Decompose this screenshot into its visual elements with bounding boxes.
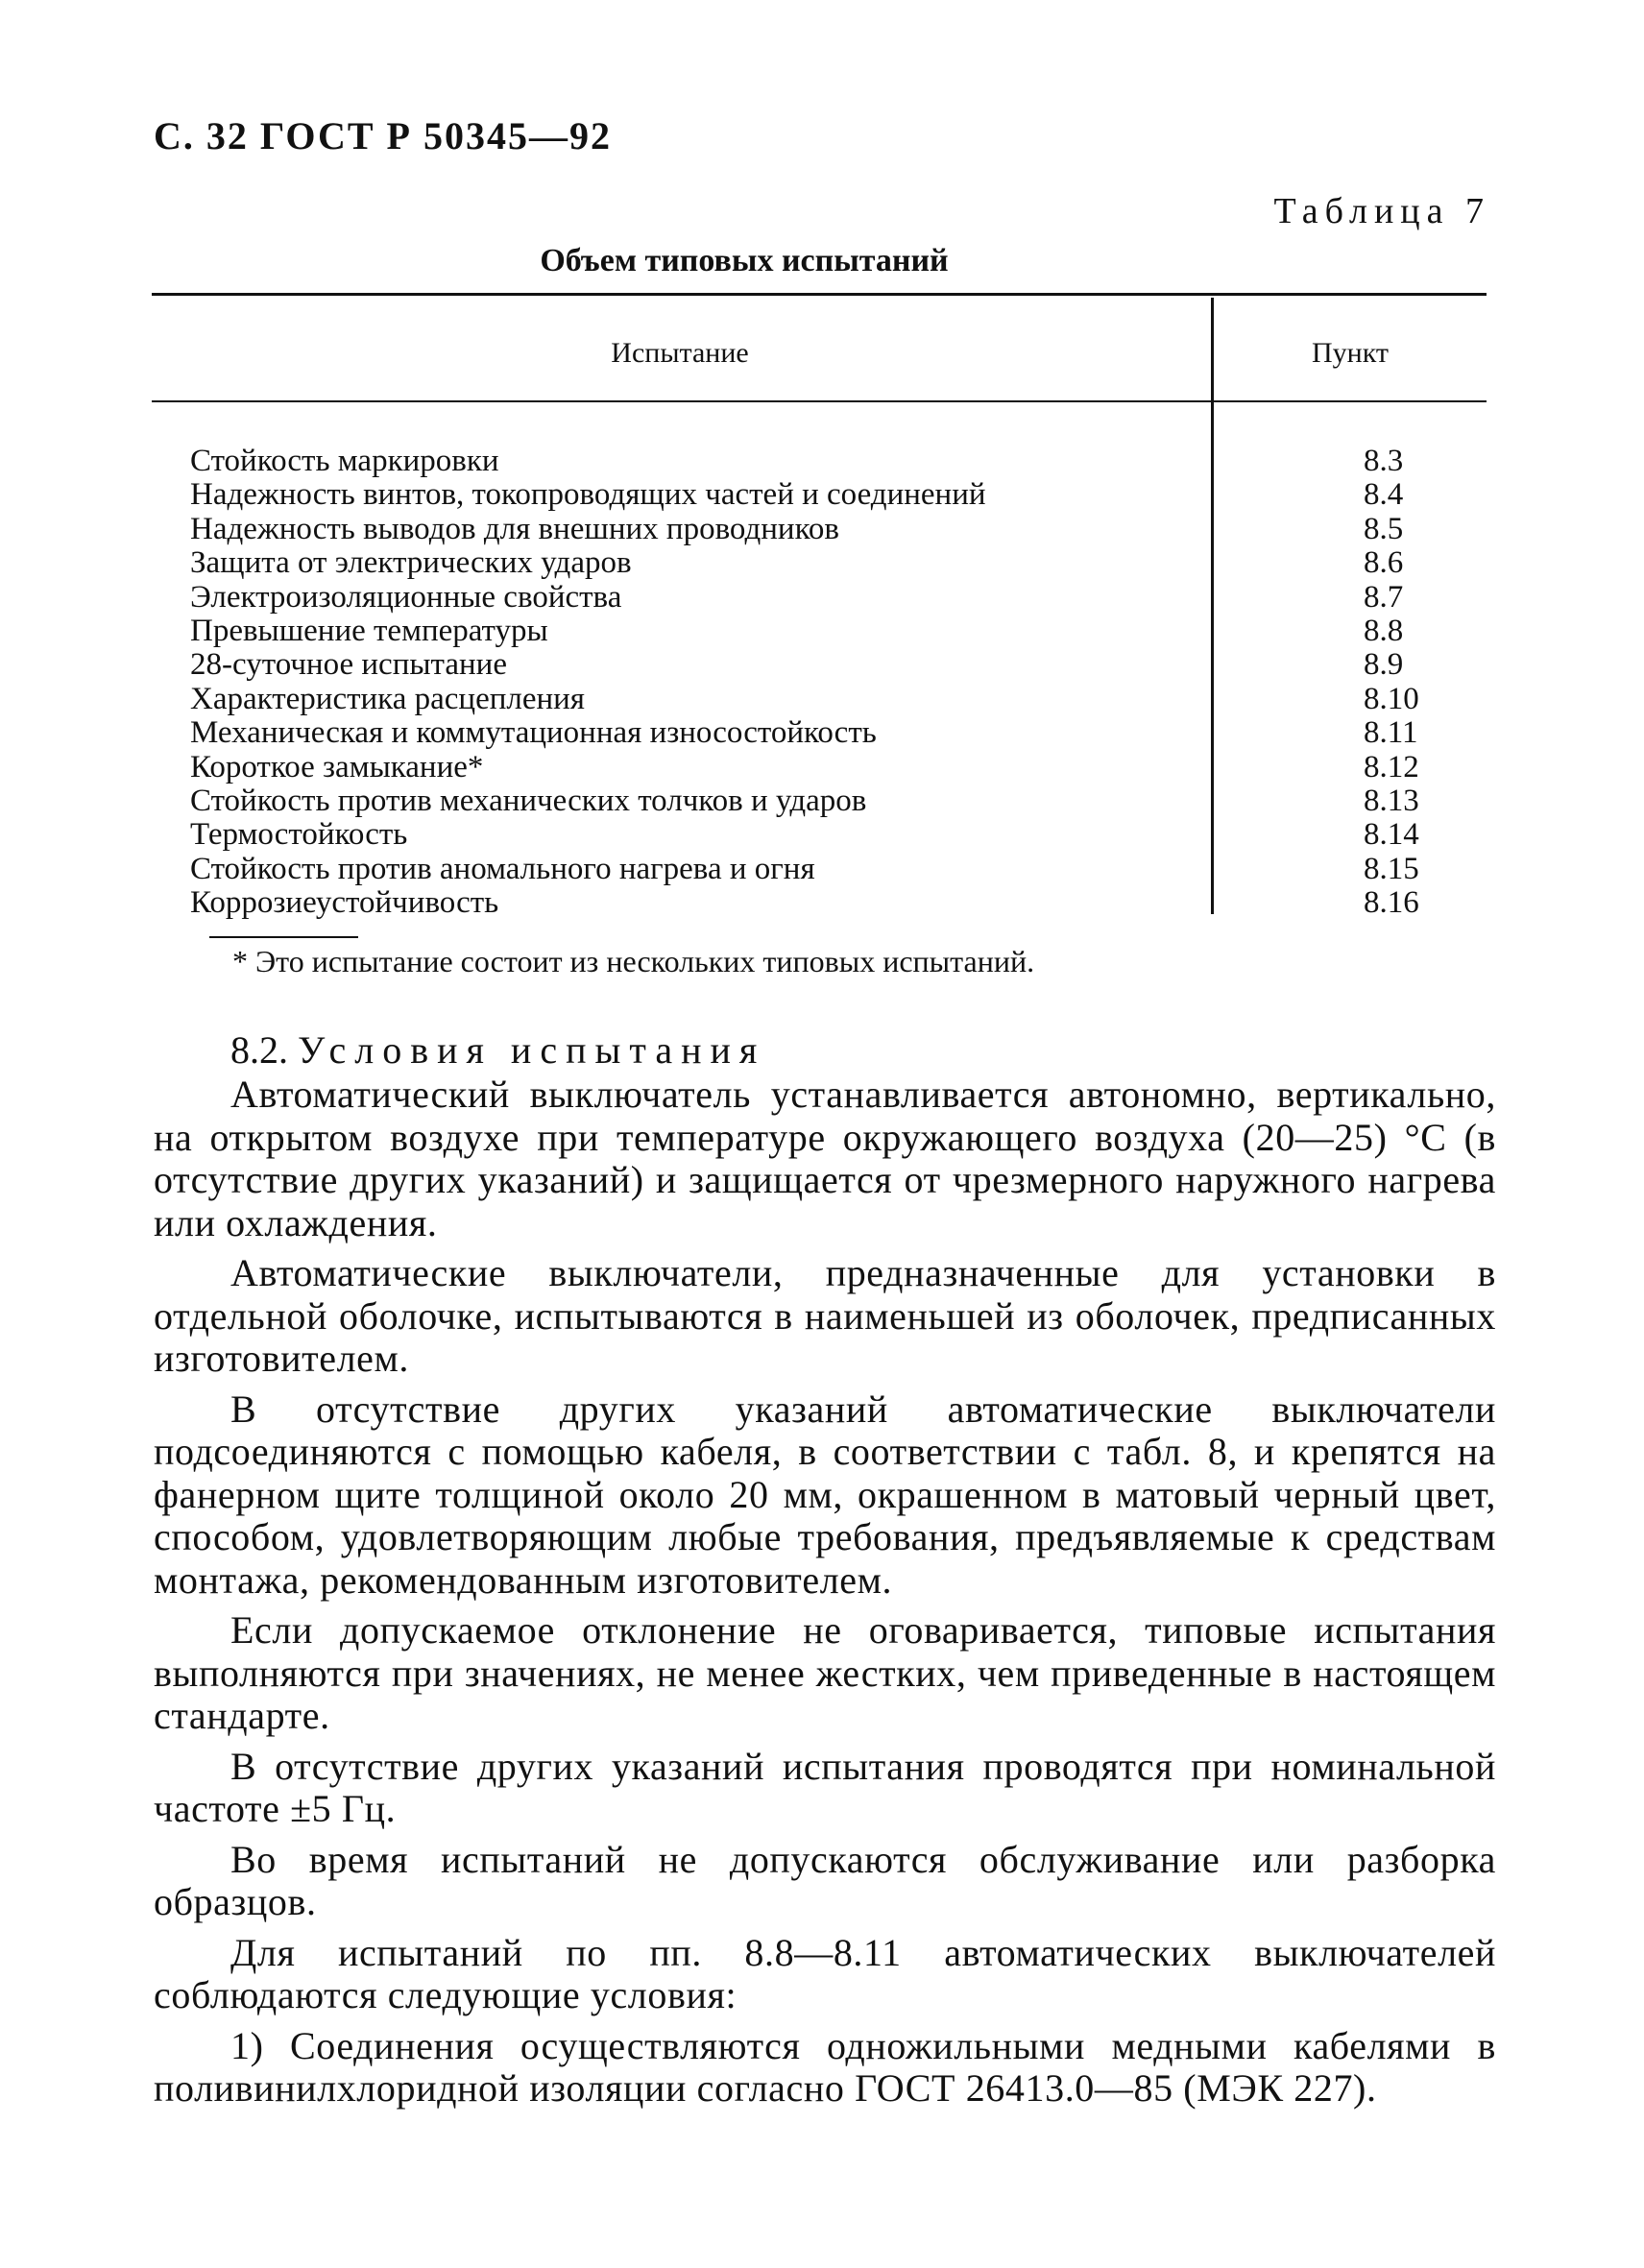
test-name: Стойкость против механических толчков и ударов [190, 783, 867, 818]
table-label: Таблица 7 [1273, 191, 1490, 231]
column-header-test: Испытание [611, 337, 749, 369]
test-name: Характеристика расцепления [190, 681, 585, 716]
section-number: 8.2. [230, 1028, 288, 1072]
table-footnote: * Это испытание состоит из нескольких типовых испытаний. [232, 944, 1035, 978]
test-name: Термостойкость [190, 817, 408, 853]
test-name: Защита от электрических ударов [190, 545, 632, 581]
table-row [190, 853, 1487, 886]
test-name: Надежность винтов, токопроводящих частей и соединений [190, 477, 986, 513]
table-header-rule [152, 400, 1487, 402]
clause-number: 8.9 [1364, 647, 1404, 683]
clause-number: 8.15 [1364, 851, 1419, 886]
table-row [190, 886, 1487, 920]
paragraph: Для испытаний по пп. 8.8—8.11 автоматических выключателей соблюдаются следующие условия: [154, 1930, 1496, 2016]
section-body [154, 1074, 1496, 2118]
test-name: Стойкость против аномального нагрева и огня [190, 851, 815, 886]
paragraph: В отсутствие других указаний автоматические выключатели подсоединяются с помощью кабеля, в соответствии с табл. 8, и крепятся на фанерном щите толщиной около 20 мм, окрашенном в матовый черный цвет, способом, удовлетворяющим любые требования, предъявляемые к средствам монтажа, рекомендованным изготовителем. [154, 1387, 1496, 1602]
section-heading [230, 1027, 765, 1073]
clause-number: 8.7 [1364, 579, 1404, 615]
table-row [190, 818, 1487, 852]
table-row [190, 716, 1487, 750]
test-name: Превышение температуры [190, 613, 548, 648]
running-title: С. 32 ГОСТ Р 50345—92 [154, 114, 612, 157]
table-row [190, 513, 1487, 546]
clause-number: 8.6 [1364, 545, 1404, 581]
clause-number: 8.13 [1364, 783, 1419, 818]
test-name: Коррозиеустойчивость [190, 885, 499, 921]
paragraph: Автоматический выключатель устанавливается автономно, вертикально, на открытом воздухе при температуре окружающего воздуха (20—25) °С (в отсутствие других указаний) и защищается от чрезмерного наружного нагрева или охлаждения. [154, 1073, 1496, 1244]
table-row [190, 648, 1487, 682]
table-top-rule [152, 293, 1487, 296]
paragraph: Во время испытаний не допускаются обслуживание или разборка образцов. [154, 1837, 1496, 1923]
paragraph: В отсутствие других указаний испытания проводятся при номинальной частоте ±5 Гц. [154, 1744, 1496, 1830]
table-row [190, 546, 1487, 580]
table-row [190, 751, 1487, 784]
clause-number: 8.10 [1364, 681, 1419, 716]
table-row [190, 478, 1487, 512]
test-name: Электроизоляционные свойства [190, 579, 622, 615]
clause-number: 8.11 [1364, 715, 1418, 751]
clause-number: 8.5 [1364, 511, 1404, 546]
table-row [190, 615, 1487, 648]
table-row [190, 784, 1487, 818]
test-name: Надежность выводов для внешних проводников [190, 511, 840, 546]
column-header-clause: Пункт [1311, 337, 1389, 369]
table-body [190, 445, 1487, 920]
clause-number: 8.16 [1364, 885, 1419, 921]
table-title: Объем типовых испытаний [540, 243, 949, 278]
test-name: 28-суточное испытание [190, 647, 507, 683]
test-name: Стойкость маркировки [190, 444, 499, 478]
section-title: Условия испытания [298, 1028, 766, 1072]
paragraph: Автоматические выключатели, предназначенные для установки в отдельной оболочке, испытываются в наименьшей из оболочек, предписанных изготовителем. [154, 1251, 1496, 1380]
paragraph: Если допускаемое отклонение не оговаривается, типовые испытания выполняются при значениях, не менее жестких, чем приведенные в настоящем стандарте. [154, 1608, 1496, 1737]
footnote-rule [209, 936, 358, 938]
paragraph: 1) Соединения осуществляются одножильными медными кабелями в поливинилхлоридной изоляции согласно ГОСТ 26413.0—85 (МЭК 227). [154, 2023, 1496, 2110]
table-row [190, 683, 1487, 716]
test-name: Короткое замыкание* [190, 749, 484, 784]
table-row [190, 581, 1487, 615]
clause-number: 8.3 [1364, 444, 1404, 478]
clause-number: 8.14 [1364, 817, 1419, 853]
clause-number: 8.8 [1364, 613, 1404, 648]
clause-number: 8.12 [1364, 749, 1419, 784]
table-row [190, 445, 1487, 478]
test-name: Механическая и коммутационная износостойкость [190, 715, 877, 751]
clause-number: 8.4 [1364, 477, 1404, 513]
